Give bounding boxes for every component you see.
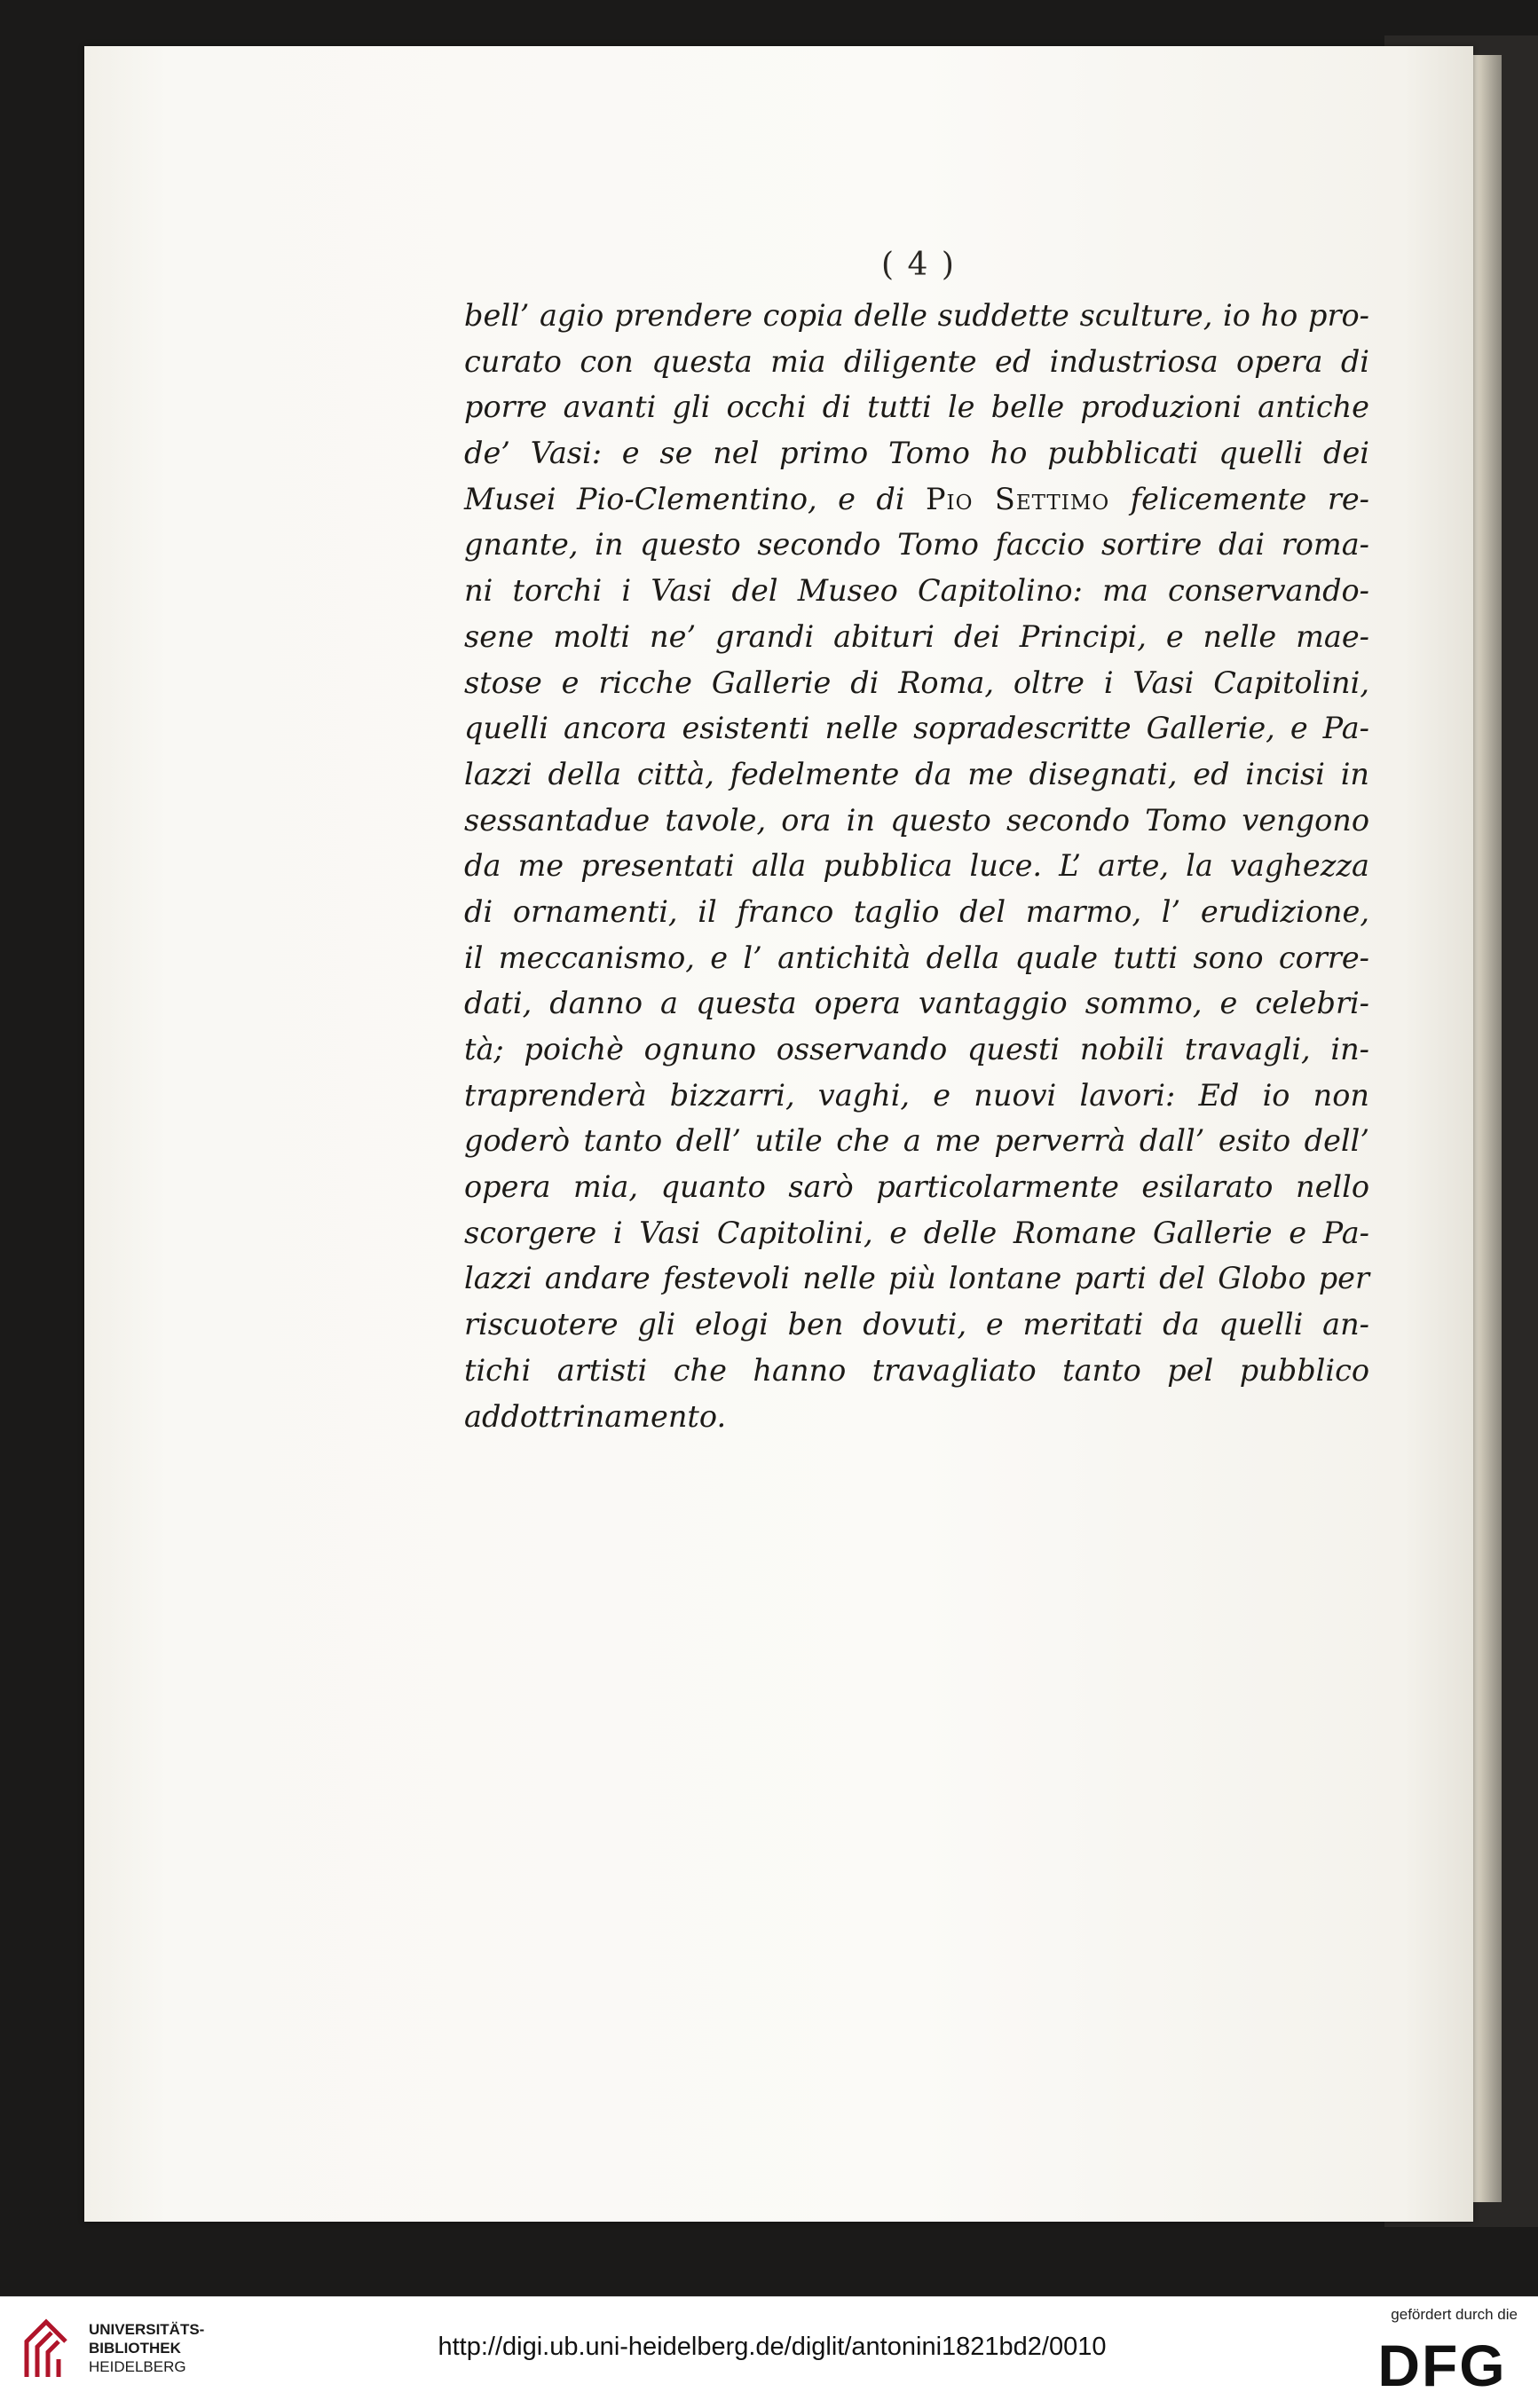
text-line-head: Musei Pio-Clementino, e di [464, 481, 905, 516]
library-logo-icon[interactable] [20, 2315, 76, 2386]
library-name[interactable] [89, 2320, 204, 2376]
text-line: lazzi andare festevoli nelle più lontane parti del Globo per [464, 1261, 1369, 1296]
viewer-footer [0, 2296, 1538, 2408]
library-name-line: UNIVERSITÄTS- [89, 2321, 205, 2338]
text-line: scorgere i Vasi Capitolini, e delle Romane Gallerie e Pa- [464, 1215, 1369, 1250]
text-line-tail: felicemente re- [1130, 481, 1369, 516]
smallcaps-name: Pio Settimo [925, 481, 1110, 516]
permalink-url[interactable]: http://digi.ub.uni-heidelberg.de/diglit/antonini1821bd2/0010 [438, 2333, 1107, 2361]
text-line-with-smallcaps [464, 476, 1369, 523]
text-line: da me presentati alla pubblica luce. L’ arte, la vaghezza [464, 848, 1369, 884]
text-line: riscuotere gli elogi ben dovuti, e meritati da quelli an- [464, 1307, 1369, 1342]
text-line: stose e ricche Gallerie di Roma, oltre i Vasi Capitolini, [464, 665, 1369, 700]
library-name-line: BIBLIOTHEK [89, 2340, 181, 2357]
text-line: tà; poichè ognuno osservando questi nobili travagli, in- [464, 1032, 1369, 1066]
text-line: goderò tanto dell’ utile che a me perverrà dall’ esito dell’ [464, 1123, 1369, 1159]
dfg-logo-icon[interactable] [1367, 2331, 1518, 2395]
text-line: porre avanti gli occhi di tutti le belle produzioni antiche [464, 390, 1369, 425]
text-line: curato con questa mia diligente ed industriosa opera di [464, 343, 1369, 379]
page-body-text [464, 293, 1369, 1439]
text-line: gnante, in questo secondo Tomo faccio sortire dai roma- [464, 527, 1369, 563]
text-line: de’ Vasi: e se nel primo Tomo ho pubblicati quelli dei [464, 436, 1369, 471]
text-line: ni torchi i Vasi del Museo Capitolino: ma conservando- [464, 573, 1369, 609]
text-line: opera mia, quanto sarò particolarmente esilarato nello [464, 1169, 1369, 1205]
page-number: ( 4 ) [881, 247, 956, 283]
text-line: dati, danno a questa opera vantaggio sommo, e celebri- [464, 986, 1369, 1021]
text-line: lazzi della città, fedelmente da me disegnati, ed incisi in [464, 756, 1369, 791]
text-line: tichi artisti che hanno travagliato tanto pel pubblico [464, 1352, 1369, 1388]
text-line: il meccanismo, e l’ antichità della quale tutti sono corre- [464, 940, 1369, 975]
text-line: traprenderà bizzarri, vaghi, e nuovi lavori: Ed io non [464, 1077, 1369, 1113]
text-line: bell’ agio prendere copia delle suddette sculture, io ho pro- [464, 298, 1369, 333]
dfg-logo-text: DFG [1377, 2333, 1507, 2395]
library-name-line: HEIDELBERG [89, 2358, 186, 2375]
text-line: di ornamenti, il franco taglio del marmo, l’ erudizione, [464, 893, 1369, 929]
text-line: sessantadue tavole, ora in questo secondo Tomo vengono [464, 802, 1369, 838]
text-line: quelli ancora esistenti nelle sopradescritte Gallerie, e Pa- [464, 711, 1369, 746]
text-line-last: addottrinamento. [464, 1398, 727, 1434]
funding-label: gefördert durch die [1391, 2306, 1518, 2323]
text-line: sene molti ne’ grandi abituri dei Principi, e nelle mae- [464, 618, 1369, 654]
